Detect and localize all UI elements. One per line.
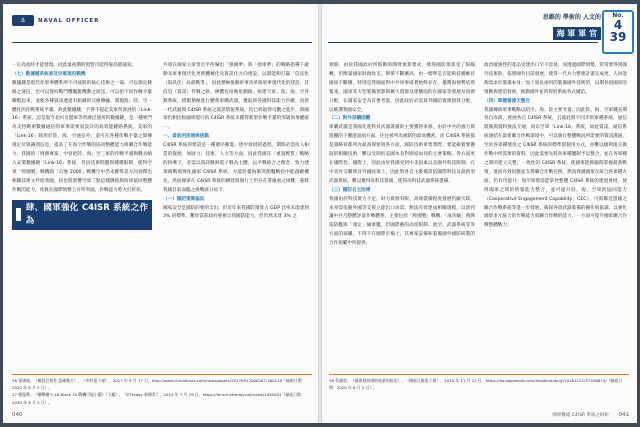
footnote: 28 蔡錦富，《臺海發展國防產業的政治》，《國軍日報電子報》，2016 年 11 月 21 日，https://tw.appledaily.com/headline/daily/20161121/37458874/（檢索日期：2020 年 8 月 2 日）。	[329, 378, 623, 391]
issue-badge	[602, 10, 634, 54]
body-paragraph: 政治敏感性的產品受建出口至不容易，而透過國際情勢，常常要得到國外技術的，依照國外目前發展，使得一代兵力整建計畫完成更，人員能夠需求於裝備本身；加上軍民兩用的裝備國外技術的，以期各項國軍的推動與建造發展，推動國外並所得的系統各式國防。	[484, 63, 627, 95]
body-paragraph: 我國傳統軍事戰略以防空、海、陸主要考量，因此陸、海、空軍種長期各自為政、發展各自 C4ISR 系統，且彼此間不同步的軍種系統，通信裝備與資料無法互通，而以空軍「Link-16」系統，如此資訊、通信系統連結在最新聯合作戰環境中，可以執行整體戰況所需要的資訊溝通，至於各軍種使用之 C4ISR 系統的標準與使用方式，亦難以順利地交換作戰中所需要的資料，因此需要先將各軍種體制予以整合，並在各軍種之間的建立完整、一致性的 C4ISR 系統，使國軍能夠隨時掌握最新戰情，進而有效因應並支援聯合作戰任務。然而我國國軍在統合各軍種方面，仍有待提升；海空軍將需能掌控整體 C4ISR 系統的建置發展，使得國軍之間的情報能力整合，並可提升陸、海、空軍的協同能力（Cooperative Engagement Capability，CEC），可與鄰近盟國之聯合作戰系統等進一步發展，確保各項武器裝備的操作與協調，以強化國軍多元統合的作戰能力與聯合作戰的能力，一方面可提升國軍聯合作戰整體戰力。	[484, 107, 627, 229]
body-paragraph: 我國由於科技實力不足，財力資源有限、高端裝備程度發展仍顯欠缺，本身需依賴外國等支援立即出口而需，無法有效建成相關規模，以達到讓中共乃整體評量作戰體系，主要包括「經國號」戰機、「成功級」飛彈巡防艦與「康定」級軍艦，但國際藝的高度限制、航空、武器系統等等方面的採購，不得不在國際市場上，其專案設備和裝備國外國防研製的合作規範中所提供。	[329, 196, 475, 247]
second-column	[163, 62, 309, 222]
section-subheading: （一）國防預算偏低	[163, 196, 205, 202]
footnote: 27 楊俊興，《殲擊殲 F-16 Block 70 戰機可能小蘿》（下載），《ETtoday 新聞雲》，2019 年 7 月 29 日，https://forum.ettoday.net/news/1495051（檢索日期：2020 年 8 月 2 日）。	[12, 392, 305, 405]
footnote-rule	[12, 374, 312, 375]
header-tagline: 思維的 學術的 人文的	[542, 14, 601, 21]
left-column	[12, 62, 152, 234]
header-logo-text: NAVAL OFFICER	[38, 17, 100, 24]
section-subheading: 一、當前的困境與挑戰	[163, 134, 209, 140]
footnotes-left	[12, 377, 312, 406]
header-right	[543, 12, 601, 40]
body-paragraph: 預期，由於我國政府所推動的開發預算要求，使得國防預算受了限縮轉，但衡量國家財政收支、舉債不斷擴高，由一標準是否能夠持續維持國軍不斷擴。特別是我國面對中共軍事威脅始終存在，臺灣海情勢依然緊張，國軍等大型裝備預算與擴大資源及建構面的在國家等發展及資源分配，在國家安全為首要考量，因此政府必需寬列國防資源預算分配，以維護我國安全。	[329, 63, 475, 113]
section-subheading: （七）數據鏈系統普及空軍現役戰機	[12, 71, 86, 77]
section-subheading: （二）對外採購困難	[329, 116, 371, 122]
fourth-column	[484, 62, 627, 231]
magazine-logo	[12, 15, 99, 26]
body-paragraph: 軍購武器是我國先進科技武器裝備的主要獲得來源，由於中共的強力與阻擾的干擾遊說兩方面，往往被列為國防的最高機密，而 C4ISR 系統都是策略買都列為最高保密與各方面，國防技術軍售實際，要能確實要獲取的相關技術，難以受制於美國本身對國家如何的主要策略。各方面更在國際性、國際上，因此由於我國受到中美因素以及國外科技限制，在中美外交關係及外國政策上，因此對各自主裝備需依國際科技及最新型武器系統，難以獲得高科技裝備，使得高科技武器系統裝備。	[329, 125, 475, 184]
issue-label: No.	[612, 12, 624, 19]
body-paragraph: 數據鏈是現代化軍事體系所不可或缺的核心技術之一部，可以測定鏈路之通信，也可以保持戰鬥機艦艇機動之接送，可以把不同作戰平臺聯繫起來，並使各種資訊透過有組織的交換傳輸、實現海、陸、空一體化的作戰系統平臺。故此數據鏈，不得不提起美軍所發展的「Link-16」系統，這是現今北約及盟軍等所廣泛使用的數據鏈，是一種專門為支持戰術數據通信的軍事需要而設計的高效能鏈路系統。美軍的「Link-16」除用於陸、海、空通信外，還可在各種作戰平臺之間傳遞定位與識別信息，提高了在海空作戰的協同整體能力與聯合作戰能力。我國的「博勝專案」中曾把陸、海、空三軍的作戰平臺與戰具納入安裝數據鏈「Link-16」系統，但因技術問題與種種限制，使得空軍「經國號」戰機與「幻象 2000」戰機空中仍未獲得美方同意釋出相關技術文件給我國，故也將影響空軍三點這樣鏈路與海軍協同整體作戰的能力，希冀在國際情勢上有所突破，作戰能力將大打折扣。	[12, 80, 152, 193]
issue-volume: 39	[609, 30, 627, 44]
header-rule-right	[328, 42, 598, 43]
body-paragraph: 一定高度時才能發現，因此最初期的預警可能得靠高層通知。	[12, 63, 137, 68]
page-number: 040	[12, 412, 23, 418]
section-subheading: （四）軍種資源欠整合	[484, 98, 530, 104]
footnote: 26 張國城，《關島巴黎性 認確雙方》，《中時電子報》，2017 年 9 月 17 日，http://www.chinatimes.com/newspapers/20170917000267-260110（檢索日期：2020 年 8 月 2 日）。	[12, 378, 306, 391]
naval-officer-logo-icon: ⚓	[12, 15, 34, 26]
header-section: 海 軍 軍 官	[553, 27, 601, 40]
heading-square-icon	[16, 208, 21, 221]
body-paragraph: 國家安全是國防的要的支出，但近年來我國防預算占 GDP 比率未能達到 3% 的標準，難於當前政府重視自我國防能力，但仍然未達 3% 之	[163, 205, 309, 220]
right-page	[322, 4, 637, 423]
body-paragraph: 共軍在國家主席習近平所喊出「強國夢」與「強軍夢」的戰略指導下啟動及軍事現代化更新機械化及資訊化方向建設，以期能夠打贏「信息化（資訊化）局部戰爭」，因此積極推動軍事改革與軍事現代化的建設，其信息（資訊）作戰之軟、硬體包括衛星網路、組建天軍、陸、海、空各類系統，搭配積極進行體系軍購武器，獲取與各國科技能力匹敵。而新一代武器與 C4ISR 系統之資訊情報系統，均已經取得可觀之進步，與國軍仍相比較國軍現行的 C4ISR 系統未獲得新型作戰平臺的突破與事權統一。	[163, 63, 309, 131]
section-heading-bar	[12, 200, 152, 230]
left-page	[3, 4, 318, 423]
footnote-rule-right	[329, 374, 629, 375]
footnotes-right	[329, 377, 629, 391]
body-paragraph: C4ISR 系統的建設是一種循序漸進、逐步發展的過程，期間必需投入相當的資源，如財力、技術、人力等方面，因此我國在「重量輕質」戰略的指導下，必需以資訊戰與電子戰為主體，以平戰結合之理念，致力建軍備戰與強化國軍 C4ISR 系統，方能於臺海衝突開鑿戰役中能創敵機先。然而國軍在 C4ISR 系統的構建與執行上仍存在著嚴重之困難，茲將我國目前面臨之挑戰區分如下：	[163, 143, 309, 193]
page-number-right: 041	[618, 412, 629, 418]
header-rule	[12, 42, 312, 43]
section-heading: 肆、國軍強化 C4ISR 系統之作為	[25, 202, 148, 226]
running-footer: 國軍構建 C4ISR 系統之研析	[552, 413, 609, 418]
section-subheading: （三）國防自主困境	[329, 187, 371, 193]
third-column	[329, 62, 475, 249]
issue-number: 4	[613, 18, 623, 32]
